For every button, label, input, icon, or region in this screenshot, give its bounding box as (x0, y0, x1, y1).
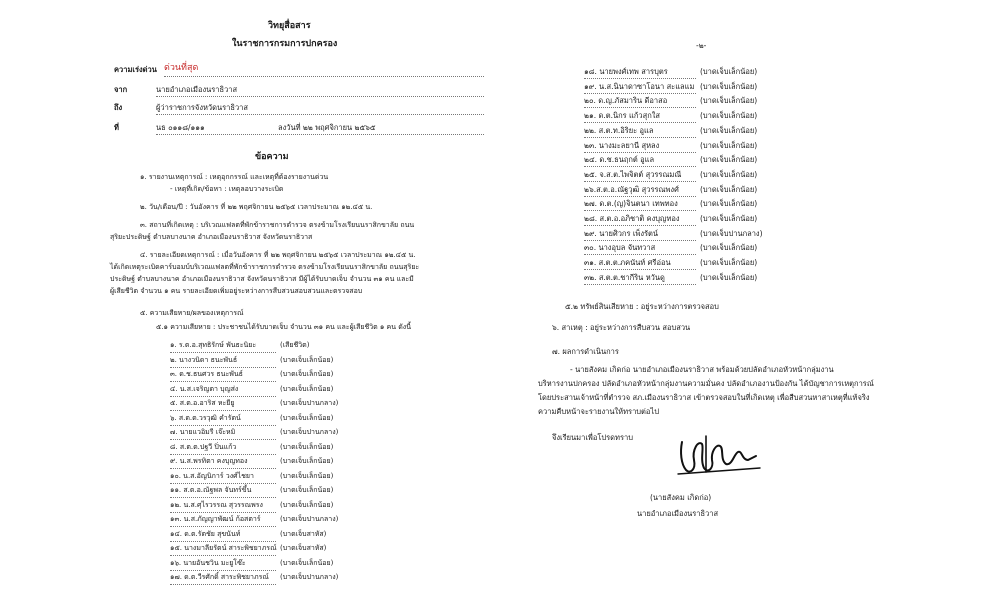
casualty-status: (บาดเจ็บเล็กน้อย) (700, 81, 758, 91)
casualty-status: (บาดเจ็บเล็กน้อย) (700, 169, 758, 179)
casualty-underline (170, 526, 276, 527)
para-3b: สุริยะประดิษฐ์ ตำบลบางนาค อำเภอเมืองนราธิวาส จังหวัดนราธิวาส (110, 233, 313, 241)
casualty-underline (584, 210, 696, 211)
casualty-status: (บาดเจ็บปานกลาง) (280, 515, 339, 523)
casualty-status: (บาดเจ็บเล็กน้อย) (700, 96, 758, 106)
casualty-status: (บาดเจ็บเล็กน้อย) (280, 370, 334, 378)
para-4d: ผู้เสียชีวิต จำนวน ๑ คน รายละเอียดเพิ่มอยู่ระหว่างการสืบสวนสอบสวนและตรวจสอบ (110, 287, 363, 295)
casualty-status: (บาดเจ็บเล็กน้อย) (280, 384, 334, 393)
para-7d: ความคืบหน้าจะรายงานให้ทราบต่อไป (538, 407, 659, 416)
casualty-underline (170, 584, 276, 585)
casualty-underline (584, 269, 696, 270)
para-6: ๖. สาเหตุ : อยู่ระหว่างการสืบสวน สอบสวน (552, 323, 691, 332)
ref-label: ที่ (114, 123, 119, 132)
para-7a: - นายสังคม เกิดก่อ นายอำเภอเมืองนราธิวาส พร้อมด้วยปลัดอำเภอหัวหน้ากลุ่มงาน (570, 365, 834, 374)
casualty-name: ๗. นายแวอิมรี เจ๊ะหมิ (170, 428, 236, 436)
casualty-underline (584, 225, 696, 226)
casualty-status: (บาดเจ็บเล็กน้อย) (700, 125, 758, 135)
header-title: วิทยุสื่อสาร (268, 21, 311, 31)
casualty-status: (บาดเจ็บเล็กน้อย) (700, 184, 758, 194)
casualty-status: (บาดเจ็บเล็กน้อย) (280, 413, 334, 422)
casualty-status: (บาดเจ็บเล็กน้อย) (280, 500, 334, 509)
casualty-name: ๒๕. จ.ส.ต.ไพจิตต์ สุวรรณมณี (584, 169, 682, 179)
document-page-2 (500, 0, 930, 600)
casualty-status: (บาดเจ็บเล็กน้อย) (700, 199, 758, 209)
to-underline (156, 114, 484, 115)
casualty-name: ๒๓. นางมะลยานี สุหลง (584, 140, 660, 150)
ref-underline (156, 134, 484, 135)
urgency-underline (164, 76, 484, 77)
casualty-status: (บาดเจ็บเล็กน้อย) (280, 486, 334, 494)
casualty-underline (170, 555, 276, 556)
casualty-status: (บาดเจ็บเล็กน้อย) (700, 111, 758, 121)
casualty-underline (584, 107, 696, 108)
to-value: ผู้ว่าราชการจังหวัดนราธิวาส (156, 103, 248, 112)
casualty-underline (170, 483, 276, 484)
casualty-underline (584, 78, 696, 79)
casualty-underline (170, 367, 276, 368)
para-4a: ๔. รายละเอียดเหตุการณ์ : เมื่อวันอังคาร ที่ ๒๒ พฤศจิกายน ๒๕๖๕ เวลาประมาณ ๑๒.๔๕ น. (140, 251, 416, 259)
from-underline (156, 96, 484, 97)
casualty-status: (บาดเจ็บเล็กน้อย) (700, 67, 758, 76)
casualty-name: ๑๐. น.ส.อัญนิการ์ วงศ์ไชยา (170, 471, 254, 480)
casualty-status: (บาดเจ็บเล็กน้อย) (700, 214, 758, 223)
casualty-name: ๑๑. ส.ต.อ.ณัฐพล จันทร์ขึ้น (170, 486, 252, 494)
casualty-underline (584, 166, 696, 167)
page-number: -๒- (696, 41, 707, 50)
signer-name: (นายสังคม เกิดก่อ) (650, 493, 712, 502)
casualty-underline (170, 497, 276, 498)
casualty-underline (170, 396, 276, 397)
casualty-status: (บาดเจ็บเล็กน้อย) (700, 258, 758, 268)
casualty-name: ๒๐. ด.ญ.ภัสมาริน ดีอาสอ (584, 96, 668, 106)
casualty-name: ๑. ร.ต.อ.สุทธิรักษ์ พันธะนิยะ (170, 341, 257, 349)
casualty-name: ๓๑. ส.ต.ต.ภคนันท์ ศรีอ่อน (584, 258, 671, 268)
para-7b: บริหารงานปกครอง ปลัดอำเภอหัวหน้ากลุ่มงานความมั่นคง ปลัดอำเภองานป้องกัน ได้บัญชาการเหตุการณ์ (538, 379, 874, 388)
casualty-name: ๑๒. น.ส.ศุไรวรรณ สุวรรณพรง (170, 500, 263, 509)
urgency-label: ความเร่งด่วน (114, 65, 157, 74)
casualty-name: ๑๕. นางมาลียรัตน์ สาระพิชยาภรณ์ (170, 544, 277, 552)
casualty-status: (บาดเจ็บปานกลาง) (700, 228, 763, 238)
casualty-underline (170, 541, 276, 542)
casualty-underline (170, 454, 276, 455)
para-4b: ได้เกิดเหตุระเบิดคาร์บอมบ์บริเวณแฟลตที่พักข้าราชการตำรวจ ตรงข้ามโรงเรียนนราสิกขาลัย ถนนสุริยะ (110, 263, 420, 271)
section-title: ข้อความ (255, 152, 289, 162)
casualty-status: (บาดเจ็บปานกลาง) (280, 573, 339, 581)
casualty-status: (บาดเจ็บสาหัส) (280, 529, 327, 538)
casualty-underline (584, 181, 696, 182)
signer-title: นายอำเภอเมืองนราธิวาส (637, 509, 719, 518)
casualty-status: (บาดเจ็บสาหัส) (280, 544, 327, 552)
casualty-name: ๒๙. นายศิวกร เพ็งรัตน์ (584, 228, 659, 238)
casualty-name: ๒๗. ด.ต.(ญ)จินตนา เทพทอง (584, 199, 678, 209)
casualty-name: ๒. นางวนิดา ธนะพันธ์ (170, 355, 238, 364)
casualty-name: ๑๖. นายอันชวิน มะยูโซ๊ะ (170, 558, 246, 567)
casualty-underline (170, 512, 276, 513)
para-1: ๑. รายงานเหตุการณ์ : เหตุอุกกรรณ์ และเหตุที่ต้องรายงานด่วน (140, 173, 329, 181)
casualty-underline (584, 93, 696, 94)
para-5-1: ๕.๑ ความเสียหาย : ประชาชนได้รับบาดเจ็บ จำนวน ๓๑ คน และผู้เสียชีวิต ๑ คน ดังนี้ (156, 323, 412, 331)
casualty-status: (บาดเจ็บเล็กน้อย) (280, 355, 334, 364)
casualty-name: ๒๒. ส.ต.ท.อิริยะ อูแล (584, 125, 654, 135)
para-5-2: ๕.๒ ทรัพย์สินเสียหาย : อยู่ระหว่างการตรวจสอบ (565, 302, 719, 311)
casualty-status: (บาดเจ็บเล็กน้อย) (280, 558, 334, 567)
casualty-name: ๖. ส.ต.ต.วรวุฒิ คำรัตน์ (170, 413, 241, 422)
casualty-status: (บาดเจ็บปานกลาง) (280, 399, 339, 407)
casualty-underline (170, 381, 276, 382)
urgency-value: ด่วนที่สุด (164, 63, 199, 73)
para-2: ๒. วัน/เดือน/ปี : วันอังคาร ที่ ๒๒ พฤศจิกายน ๒๕๖๕ เวลาประมาณ ๑๒.๔๕ น. (140, 203, 373, 211)
from-value: นายอำเภอเมืองนราธิวาส (156, 85, 238, 94)
casualty-name: ๓. ด.ช.ธนศวร ธนะพันธ์ (170, 370, 243, 378)
casualty-underline (170, 439, 276, 440)
casualty-name: ๑๘. นายพงศ์เทพ สารบุตร (584, 67, 668, 76)
para-1b: - เหตุที่เกิด/ข้อหา : เหตุลอบวางระเบิด (170, 185, 284, 193)
casualty-status: (บาดเจ็บเล็กน้อย) (700, 155, 758, 165)
casualty-name: ๒๘. ส.ต.อ.อภิชาติ คงบุญทอง (584, 214, 680, 223)
casualty-status: (บาดเจ็บเล็กน้อย) (280, 457, 334, 465)
casualty-name: ๕. ส.ต.อ.อาริส หะยียู (170, 399, 235, 407)
casualty-name: ๑๓. น.ส.ภัญญาพัฒน์ ก้อสตาร์ (170, 515, 261, 523)
casualty-name: ๒๔. ด.ช.ธนฤกต์ อูแล (584, 155, 655, 165)
casualty-status: (บาดเจ็บเล็กน้อย) (280, 442, 334, 451)
casualty-underline (584, 152, 696, 153)
casualty-underline (584, 254, 696, 255)
header-subtitle: ในราชการกรมการปกครอง (232, 39, 338, 49)
casualty-name: ๘. ส.ต.ต.ปฐวี ปิ่นแก้ว (170, 442, 237, 451)
casualty-underline (170, 425, 276, 426)
casualty-name: ๔. น.ส.เจริญตา บุญส่ง (170, 384, 239, 393)
closing-text: จึงเรียนมาเพื่อโปรดทราบ (552, 433, 633, 442)
casualty-name: ๑๗. ด.ต.วีรศักดิ์ สาระพิชยาภรณ์ (170, 573, 269, 581)
casualty-name: ๒๑. ด.ต.นิกร แก้วสุกใส (584, 111, 661, 121)
ref-value: นธ ๐๑๑๘/๑๑๑ (156, 123, 205, 132)
casualty-underline (584, 196, 696, 197)
casualty-underline (170, 410, 276, 411)
casualty-underline (170, 570, 276, 571)
casualty-status: (เสียชีวิต) (280, 341, 310, 349)
casualty-name: ๓๒. ส.ต.ต.ชากีริน หวันดู (584, 272, 665, 282)
para-4c: ประดิษฐ์ ตำบลบางนาค อำเภอเมืองนราธิวาส จังหวัดนราธิวาส มีผู้ได้รับบาดเจ็บ จำนวน ๓๑ คน และมี (110, 275, 414, 283)
casualty-name: ๑๔. ด.ต.รัตชัย สุขนันท์ (170, 529, 241, 538)
para-3a: ๓. สถานที่เกิดเหตุ : บริเวณแฟลตที่พักข้าราชการตำรวจ ตรงข้ามโรงเรียนนราสิกขาลัย ถนน (140, 221, 415, 229)
para-5: ๕. ความเสียหาย/ผลของเหตุการณ์ (140, 309, 244, 317)
casualty-name: ๒๖.ส.ต.อ.ณัฐวุฒิ สุวรรณพงศ์ (584, 184, 679, 194)
casualty-underline (584, 137, 696, 138)
para-7c: โดยประสานเจ้าหน้าที่ตำรวจ สภ.เมืองนราธิวาส เข้าตรวจสอบในที่เกิดเหตุ เพื่อสืบสวนหาสาเหตุที่แท้จริง (538, 393, 870, 402)
date-value: ลงวันที่ ๒๒ พฤศจิกายน ๒๕๖๕ (278, 123, 376, 132)
para-7: ๗. ผลการดำเนินการ (552, 347, 619, 356)
casualty-status: (บาดเจ็บปานกลาง) (280, 428, 339, 436)
from-label: จาก (114, 85, 128, 94)
casualty-name: ๓๐. นางอุบล จันทวาส (584, 243, 656, 253)
casualty-underline (584, 122, 696, 123)
to-label: ถึง (114, 103, 123, 112)
casualty-underline (584, 240, 696, 241)
document-page-1 (70, 0, 490, 600)
casualty-underline (584, 284, 696, 285)
casualty-name: ๑๙. น.ส.นินาดาซาโอนา สะแลแม (584, 81, 695, 91)
casualty-status: (บาดเจ็บเล็กน้อย) (700, 272, 758, 282)
casualty-status: (บาดเจ็บเล็กน้อย) (700, 140, 758, 150)
casualty-underline (170, 352, 276, 353)
signature-mark (676, 430, 766, 480)
casualty-name: ๙. น.ส.พรทิตา คงบุญทอง (170, 457, 248, 465)
casualty-underline (170, 468, 276, 469)
casualty-status: (บาดเจ็บเล็กน้อย) (280, 471, 334, 480)
casualty-status: (บาดเจ็บเล็กน้อย) (700, 243, 758, 253)
